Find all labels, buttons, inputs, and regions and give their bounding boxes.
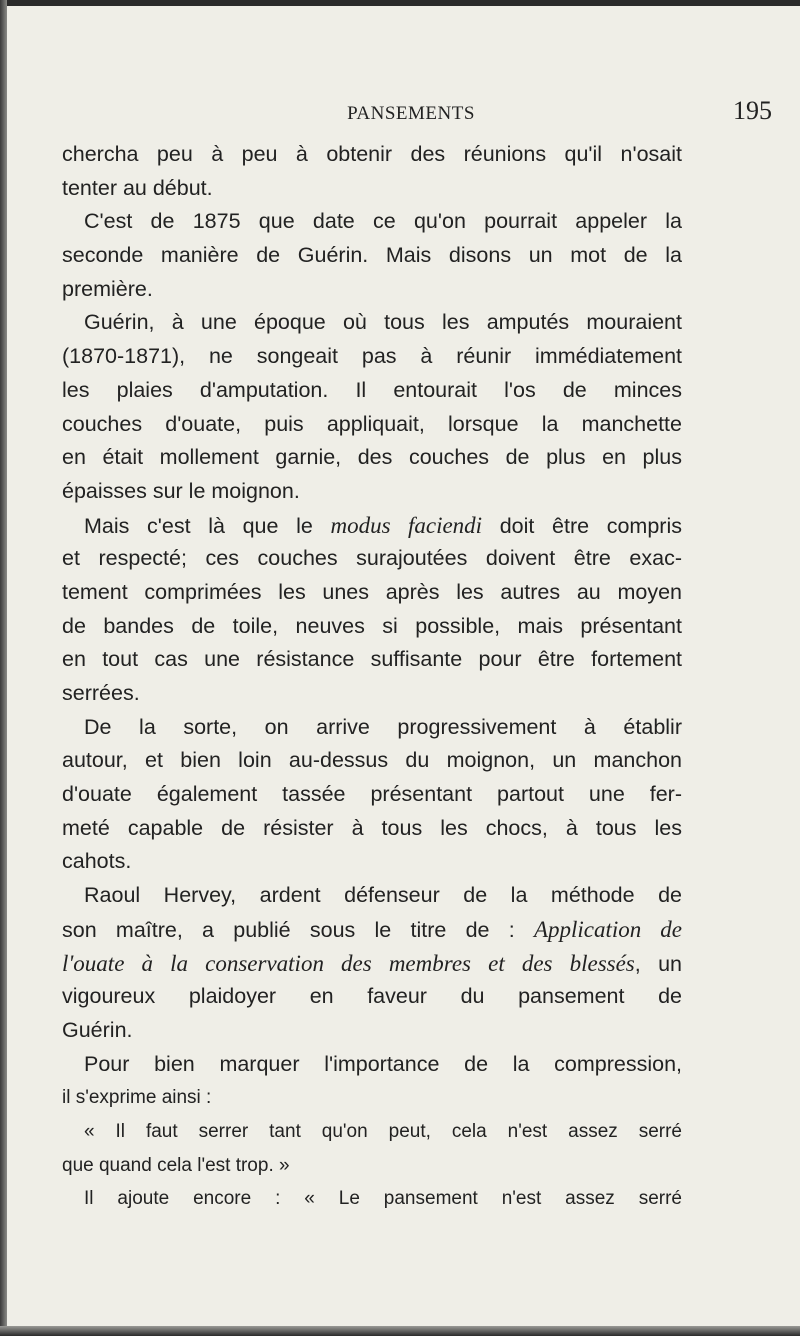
line-segment: , un [634,951,682,976]
text-line: Raoul Hervey, ardent défenseur de la méthode de [84,883,682,908]
page-header [50,96,772,126]
text-line: Guérin, à une époque où tous les amputés mouraient [84,310,682,335]
text-line: en tout cas une résistance suffisante pour être fortement [62,647,682,672]
text-line: Guérin. [62,1017,133,1042]
line-segment: doit être compris [482,513,682,538]
text-line: épaisses sur le moignon. [62,478,300,503]
text-line: tenter au début. [62,175,213,200]
text-line [62,913,682,947]
text-line: cahots. [62,849,132,874]
text-line: meté capable de résister à tous les chocs, à tous les [62,815,682,840]
text-line: « Il faut serrer tant qu'on peut, cela n'est assez serré [84,1120,682,1142]
text-line: vigoureux plaidoyer en faveur du pansement de [62,984,682,1009]
text-line: C'est de 1875 que date ce qu'on pourrait appeler la [84,209,682,234]
text-line: autour, et bien loin au-dessus du moignon, un manchon [62,748,682,773]
page-left-edge [0,0,7,1336]
text-line: que quand cela l'est trop. » [62,1154,290,1176]
text-line: chercha peu à peu à obtenir des réunions qu'il n'osait [62,142,682,166]
text-line: il s'exprime ainsi : [62,1087,212,1109]
page-bottom-edge [0,1326,800,1336]
text-line [62,947,682,981]
italic-title-text: Application de [533,916,682,942]
text-line: seconde manière de Guérin. Mais disons un mot de la [62,243,682,268]
text-line: De la sorte, on arrive progressivement à établir [84,714,682,739]
text-line: et respecté; ces couches surajoutées doivent être exac- [62,546,682,571]
text-line: en était mollement garnie, des couches de plus en plus [62,445,682,470]
text-line: première. [62,276,153,301]
text-line: tement comprimées les unes après les autres au moyen [62,579,682,604]
italic-title-text: modus faciendi [330,512,483,538]
page-top-edge [0,0,800,6]
body-text [62,138,682,1216]
page-number: 195 [733,96,772,125]
line-segment: son maître, a publié sous le titre de : [62,917,534,942]
text-line: couches d'ouate, puis appliquait, lorsque la manchette [62,411,682,436]
text-line: de bandes de toile, neuves si possible, mais présentant [62,613,682,638]
italic-title-text: l'ouate à la conservation des membres et des blessés [62,950,635,976]
text-line: d'ouate également tassée présentant partout une fer- [62,782,682,807]
text-line: (1870-1871), ne songeait pas à réunir immédiatement [62,344,682,369]
text-line: Pour bien marquer l'importance de la compression, [84,1051,682,1076]
text-line: serrées. [62,681,140,705]
text-line: les plaies d'amputation. Il entourait l'os de minces [62,377,682,402]
text-line: Il ajoute encore : « Le pansement n'est assez serré [84,1188,682,1210]
running-head: PANSEMENTS [347,103,475,124]
line-segment: Mais c'est là que le [84,513,331,538]
text-line [62,509,682,543]
